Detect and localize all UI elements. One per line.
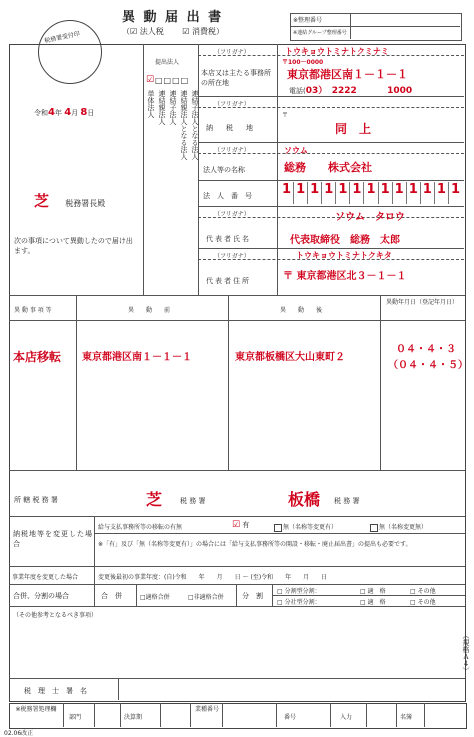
settle-label: 決算期 [124, 714, 143, 721]
jurisdiction-after-suffix: 税 務 署 [334, 497, 360, 505]
kind-col1: 単体法人 [147, 90, 155, 118]
jurisdiction-before[interactable]: 芝 [146, 490, 163, 509]
kind-boxes[interactable]: □□□□ [155, 76, 190, 85]
input-label: 入力 [340, 714, 353, 721]
paper-size-note: （規格Ａ４） [462, 632, 470, 674]
group-label: ※連結グループ整理番号 [293, 30, 347, 36]
submission-date: 令和4年 4月 8日 [34, 107, 95, 118]
nozei-zip: 〒 [282, 112, 289, 119]
receipt-stamp-label: 税務署受付印 [43, 30, 81, 45]
salary-option-no-unchanged[interactable]: 無（名称変更無） [370, 522, 427, 532]
col-date-header: 異動年月日（登記年月日） [385, 299, 458, 306]
name-label: 法人等の名称 [203, 166, 245, 174]
split-type-2[interactable]: □ 分社型分割： [277, 599, 321, 606]
nozei-furigana-label: （フリガナ） [214, 101, 250, 108]
addr-furigana-value[interactable]: トウキョウトミナトクミナミ [285, 47, 389, 56]
name-furigana-label: （フリガナ） [214, 147, 250, 154]
kind-col2: 連結親法人 [158, 90, 166, 125]
salary-option-no-changed[interactable]: 無（名称等変更有） [274, 522, 337, 532]
tax-office-addressee: 芝 税務署長殿 [34, 192, 106, 210]
nozei-label: 納 税 地 [206, 124, 256, 132]
qualified-merger-option[interactable]: □適格合併 [140, 594, 170, 601]
salary-office-question: 給与支払事務所等の移転の有無 [98, 524, 183, 531]
merge-sub-label: 合 併 [101, 592, 122, 600]
year-change-label: 事業年度を変更した場合 [12, 574, 79, 581]
kind-col5: 連結子法人となる法人 [191, 90, 199, 160]
submitter-kind-title: 提出法人 [155, 59, 180, 66]
revision-note: 02.06改正 [4, 730, 34, 737]
registration-date-value[interactable]: （０４・４・５） [388, 360, 468, 371]
change-date-value[interactable]: ０４・４・３ [396, 344, 456, 355]
jurisdiction-label: 所 轄 税 務 署 [14, 496, 58, 504]
consumption-tax-checkbox[interactable]: ☑ [182, 27, 190, 36]
year-change-text: 変更後最初の事業年度：(自)令和 年 月 日 〜 (至)令和 年 月 日 [98, 574, 328, 581]
addr-value[interactable]: 東京都港区南１－１－１ [287, 68, 408, 81]
notice-text: 次の事項について異動したので届け出ます。 [14, 237, 133, 255]
corp-number[interactable]: 1 1 1 1 1 1 1 1 1 1 1 1 1 [280, 182, 462, 204]
split-type-1[interactable]: □ 分割型分割： [277, 588, 321, 595]
tel-field[interactable]: 電話(03） 2222 1000 [289, 86, 413, 96]
nonqualified-merger-option[interactable]: □非適格合併 [188, 594, 224, 601]
single-corp-check[interactable]: ☑ [146, 75, 155, 85]
split-1-fit[interactable]: □ 適 格 [360, 588, 386, 595]
merge-label: 合併、分割の場合 [13, 592, 69, 600]
rep-addr-furigana-label: （フリガナ） [214, 253, 250, 260]
seiri-label: ※整理番号 [293, 17, 323, 24]
change-item-value[interactable]: 本店移転 [13, 350, 62, 364]
name-furigana-value[interactable]: ソウム [284, 146, 308, 155]
col-item-header: 異 動 事 項 等 [14, 307, 52, 314]
zip-value[interactable]: 〒100－0000 [282, 59, 324, 66]
rep-name-value[interactable]: 代表取締役 総務 太郎 [290, 235, 400, 246]
rep-addr-label: 代表者住所 [206, 277, 251, 285]
col-after-header: 異 動 後 [280, 307, 323, 314]
office-processing-label: ※税務署処理欄 [15, 706, 57, 713]
rep-furigana-label: （フリガナ） [214, 211, 250, 218]
dept-label: 部門 [69, 714, 82, 721]
industry-label: 業種番号 [194, 706, 219, 713]
rep-furigana-value[interactable]: ソウム タロウ [335, 212, 405, 223]
split-2-other[interactable]: □ その他 [410, 599, 436, 606]
col-before-header: 異 動 前 [128, 307, 171, 314]
form-title: 異 動 届 出 書 [122, 10, 224, 25]
rep-addr-value[interactable]: 〒 東京都港区北３－１－１ [283, 271, 407, 282]
corp-tax-label: 法人税 [139, 27, 164, 36]
rep-name-label: 代表者氏名 [206, 235, 251, 243]
consumption-tax-label: 消費税 [191, 27, 216, 36]
tax-accountant-label: 税 理 士 署 名 [24, 687, 87, 695]
jurisdiction-before-suffix: 税 務 署 [180, 497, 206, 505]
kind-col3: 連結子法人 [169, 90, 177, 125]
change-before-value[interactable]: 東京都港区南１－１－１ [82, 352, 192, 363]
split-1-other[interactable]: □ その他 [410, 588, 436, 595]
change-after-value[interactable]: 東京都板橋区大山東町２ [235, 352, 345, 363]
corp-tax-checkbox[interactable]: ☑ [130, 27, 138, 36]
tax-type-selector: （☑ 法人税 ☑ 消費税） [122, 27, 224, 36]
addr-furigana-label: （フリガナ） [214, 49, 250, 56]
addr-label: 本店又は主たる事務所の所在地 [201, 69, 271, 87]
kind-col4: 連結親法人となる法人 [180, 90, 188, 160]
jurisdiction-after[interactable]: 板橋 [288, 490, 321, 509]
salary-note: ※「有」及び「無（名称等変更有）」の場合には「給与支払事務所等の開設・移転・廃止届出書」の提出も必要です。 [98, 541, 412, 548]
split-label: 分 割 [242, 592, 263, 600]
salary-option-yes[interactable]: ☑ 有 [232, 520, 250, 530]
name-value[interactable]: 総務 株式会社 [284, 161, 372, 174]
rep-addr-furigana-value[interactable]: トウキョウトミナトクキタ [296, 251, 392, 260]
nozei-value[interactable]: 同 上 [335, 122, 372, 136]
split-2-fit[interactable]: □ 適 格 [360, 599, 386, 606]
reference-label: （その他参考となるべき事項） [13, 612, 98, 619]
list-label: 名簿 [400, 714, 413, 721]
number-label: 法 人 番 号 [203, 192, 252, 200]
number-label-footer: 番号 [284, 714, 297, 721]
nozei-change-label: 納税地等を変更した場合 [13, 530, 93, 548]
